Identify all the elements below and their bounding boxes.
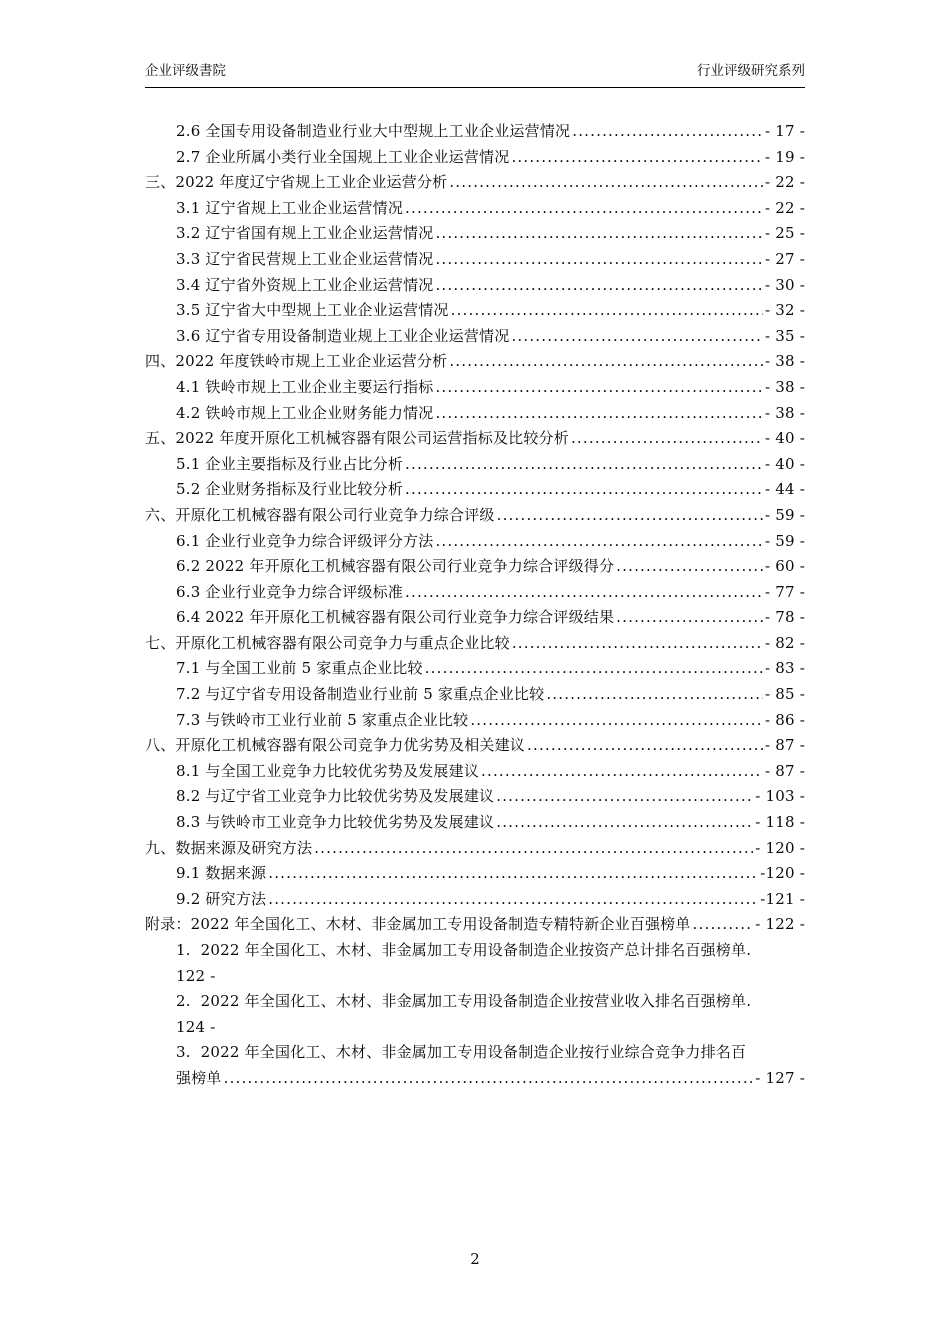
toc-entry-line — [176, 989, 805, 1015]
toc-entry[interactable] — [145, 759, 805, 785]
entry-title: 7.2 与辽宁省专用设备制造业行业前 5 家重点企业比较 — [176, 685, 545, 704]
entry-title: 6.1 企业行业竞争力综合评级评分方法 — [176, 531, 434, 550]
dot-leader — [405, 580, 763, 606]
entry-page-number: - 78 - — [765, 608, 805, 627]
entry-title: 2. 2022 年全国化工、木材、非金属加工专用设备制造企业按营业收入排名百强榜单. — [176, 992, 752, 1011]
entry-page-number: - 83 - — [765, 659, 805, 678]
entry-page-number: - 27 - — [765, 249, 805, 268]
toc-entry[interactable] — [145, 221, 805, 247]
entry-title: 九、数据来源及研究方法 — [145, 838, 313, 857]
dot-leader — [481, 759, 763, 785]
toc-entry[interactable] — [145, 708, 805, 734]
dot-leader — [449, 170, 763, 196]
entry-title: 9.2 研究方法 — [176, 889, 267, 908]
toc-entry[interactable] — [145, 273, 805, 299]
toc-entry-line — [176, 938, 805, 964]
entry-page-number: - 44 - — [765, 480, 805, 499]
toc-entry[interactable] — [145, 989, 805, 1040]
entry-page-number: 122 - — [176, 966, 216, 985]
page-footer — [0, 1250, 950, 1268]
toc-entry[interactable] — [145, 554, 805, 580]
dot-leader — [616, 605, 763, 631]
entry-page-number: - 40 - — [765, 429, 805, 448]
entry-title: 六、开原化工机械容器有限公司行业竞争力综合评级 — [145, 505, 495, 524]
header-right-text: 行业评级研究系列 — [697, 63, 805, 79]
dot-leader — [435, 221, 763, 247]
toc-entry[interactable] — [145, 349, 805, 375]
entry-page-number: - 19 - — [765, 147, 805, 166]
toc-entry[interactable] — [145, 170, 805, 196]
entry-title: 3.5 辽宁省大中型规上工业企业运营情况 — [176, 301, 449, 320]
entry-title: 7.3 与铁岭市工业行业前 5 家重点企业比较 — [176, 710, 469, 729]
toc-entry-line — [176, 1040, 805, 1066]
toc-entry-line — [176, 1015, 805, 1041]
entry-page-number: - 22 - — [765, 198, 805, 217]
entry-page-number: - 103 - — [755, 787, 805, 806]
entry-page-number: - 59 - — [765, 505, 805, 524]
toc-entry[interactable] — [145, 401, 805, 427]
table-of-contents — [145, 119, 805, 1092]
header-rule — [145, 87, 805, 88]
toc-entry-line — [176, 964, 805, 990]
toc-entry[interactable] — [145, 836, 805, 862]
toc-entry[interactable] — [145, 810, 805, 836]
entry-title: 8.2 与辽宁省工业竞争力比较优劣势及发展建议 — [176, 787, 495, 806]
dot-leader — [268, 861, 758, 887]
toc-entry[interactable] — [145, 784, 805, 810]
entry-title: 3. 2022 年全国化工、木材、非金属加工专用设备制造企业按行业综合竞争力排名百 — [176, 1043, 747, 1062]
toc-entry[interactable] — [145, 887, 805, 913]
dot-leader — [571, 426, 763, 452]
dot-leader — [496, 784, 753, 810]
entry-title: 三、2022 年度辽宁省规上工业企业运营分析 — [145, 173, 448, 192]
dot-leader — [572, 119, 763, 145]
entry-page-number: - 60 - — [765, 557, 805, 576]
entry-title: 6.3 企业行业竞争力综合评级标准 — [176, 582, 404, 601]
entry-page-number: - 38 - — [765, 377, 805, 396]
entry-title: 五、2022 年度开原化工机械容器有限公司运营指标及比较分析 — [145, 429, 569, 448]
toc-entry[interactable] — [145, 580, 805, 606]
toc-entry[interactable] — [145, 324, 805, 350]
page-header — [145, 62, 805, 87]
entry-title-continued: 强榜单 — [176, 1068, 222, 1087]
entry-title: 2.6 全国专用设备制造业行业大中型规上工业企业运营情况 — [176, 122, 571, 140]
entry-title: 3.2 辽宁省国有规上工业企业运营情况 — [176, 224, 434, 243]
entry-page-number: - 122 - — [755, 915, 805, 934]
toc-entry[interactable] — [145, 631, 805, 657]
toc-entry[interactable] — [145, 861, 805, 887]
dot-leader — [405, 452, 763, 478]
dot-leader — [693, 912, 754, 938]
dot-leader — [497, 503, 763, 529]
toc-entry[interactable] — [145, 298, 805, 324]
entry-title: 七、开原化工机械容器有限公司竞争力与重点企业比较 — [145, 633, 510, 652]
entry-title: 3.1 辽宁省规上工业企业运营情况 — [176, 198, 404, 217]
entry-page-number: - 40 - — [765, 454, 805, 473]
entry-title: 4.2 铁岭市规上工业企业财务能力情况 — [176, 403, 434, 422]
entry-title: 5.2 企业财务指标及行业比较分析 — [176, 480, 404, 499]
toc-entry[interactable] — [145, 503, 805, 529]
entry-page-number: - 35 - — [765, 326, 805, 345]
toc-entry[interactable] — [145, 529, 805, 555]
toc-entry[interactable] — [145, 145, 805, 171]
entry-title: 6.2 2022 年开原化工机械容器有限公司行业竞争力综合评级得分 — [176, 557, 615, 576]
dot-leader — [449, 349, 763, 375]
dot-leader — [470, 708, 763, 734]
entry-page-number: - 17 - — [765, 122, 805, 140]
entry-page-number: - 59 - — [765, 531, 805, 550]
entry-title: 8.1 与全国工业竞争力比较优劣势及发展建议 — [176, 761, 480, 780]
header-left-text: 企业评级書院 — [145, 63, 226, 79]
entry-page-number: - 127 - — [755, 1068, 805, 1087]
toc-entry[interactable] — [145, 912, 805, 938]
toc-entry[interactable] — [145, 938, 805, 989]
toc-entry[interactable] — [145, 247, 805, 273]
entry-page-number: 124 - — [176, 1017, 216, 1036]
entry-page-number: - 32 - — [765, 301, 805, 320]
entry-page-number: - 87 - — [765, 761, 805, 780]
entry-title: 3.6 辽宁省专用设备制造业规上工业企业运营情况 — [176, 326, 510, 345]
entry-page-number: -121 - — [760, 889, 805, 908]
entry-page-number: - 118 - — [755, 813, 805, 832]
toc-entry[interactable] — [145, 733, 805, 759]
entry-title: 四、2022 年度铁岭市规上工业企业运营分析 — [145, 352, 448, 371]
entry-title: 6.4 2022 年开原化工机械容器有限公司行业竞争力综合评级结果 — [176, 608, 615, 627]
dot-leader — [546, 682, 763, 708]
dot-leader — [435, 529, 763, 555]
entry-title: 八、开原化工机械容器有限公司竞争力优劣势及相关建议 — [145, 736, 526, 755]
dot-leader — [425, 656, 763, 682]
entry-title: 3.3 辽宁省民营规上工业企业运营情况 — [176, 249, 434, 268]
page-number: 2 — [470, 1250, 480, 1268]
entry-title: 4.1 铁岭市规上工业企业主要运行指标 — [176, 377, 434, 396]
entry-page-number: - 77 - — [765, 582, 805, 601]
dot-leader — [268, 887, 758, 913]
dot-leader — [224, 1066, 754, 1092]
entry-page-number: - 38 - — [765, 403, 805, 422]
dot-leader — [512, 631, 763, 657]
entry-page-number: - 85 - — [765, 685, 805, 704]
toc-entry[interactable] — [145, 682, 805, 708]
toc-entry[interactable] — [145, 426, 805, 452]
entry-page-number: -120 - — [760, 864, 805, 883]
dot-leader — [435, 401, 763, 427]
dot-leader — [405, 196, 763, 222]
dot-leader — [527, 733, 763, 759]
entry-title: 5.1 企业主要指标及行业占比分析 — [176, 454, 404, 473]
dot-leader — [511, 324, 763, 350]
entry-page-number: - 25 - — [765, 224, 805, 243]
dot-leader — [435, 247, 763, 273]
entry-title: 1. 2022 年全国化工、木材、非金属加工专用设备制造企业按资产总计排名百强榜单. — [176, 941, 752, 959]
entry-title: 附录：2022 年全国化工、木材、非金属加工专用设备制造专精特新企业百强榜单 — [145, 915, 691, 934]
entry-page-number: - 120 - — [755, 838, 805, 857]
dot-leader — [435, 375, 763, 401]
dot-leader — [435, 273, 763, 299]
entry-title: 3.4 辽宁省外资规上工业企业运营情况 — [176, 275, 434, 294]
toc-entry[interactable] — [145, 656, 805, 682]
toc-entry[interactable] — [145, 196, 805, 222]
entry-page-number: - 87 - — [765, 736, 805, 755]
entry-page-number: - 22 - — [765, 173, 805, 192]
entry-page-number: - 30 - — [765, 275, 805, 294]
toc-entry[interactable] — [145, 1040, 805, 1091]
dot-leader — [616, 554, 763, 580]
dot-leader — [511, 145, 763, 171]
entry-page-number: - 86 - — [765, 710, 805, 729]
entry-title: 7.1 与全国工业前 5 家重点企业比较 — [176, 659, 423, 678]
toc-entry[interactable] — [145, 375, 805, 401]
entry-page-number: - 38 - — [765, 352, 805, 371]
toc-entry[interactable] — [145, 477, 805, 503]
dot-leader — [496, 810, 753, 836]
toc-entry-line — [176, 1066, 805, 1092]
dot-leader — [451, 298, 763, 324]
dot-leader — [405, 477, 763, 503]
toc-entry[interactable] — [145, 605, 805, 631]
entry-title: 8.3 与铁岭市工业竞争力比较优劣势及发展建议 — [176, 813, 495, 832]
entry-title: 9.1 数据来源 — [176, 864, 267, 883]
entry-title: 2.7 企业所属小类行业全国规上工业企业运营情况 — [176, 147, 510, 166]
entry-page-number: - 82 - — [765, 633, 805, 652]
toc-entry[interactable] — [145, 119, 805, 145]
dot-leader — [314, 836, 753, 862]
toc-entry[interactable] — [145, 452, 805, 478]
